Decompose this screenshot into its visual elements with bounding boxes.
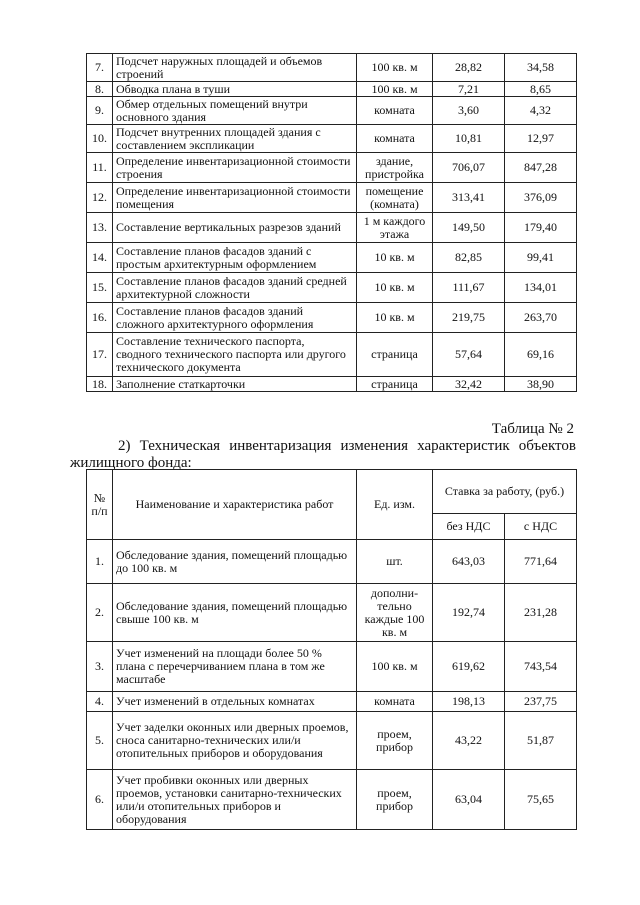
rate-no-vat: 619,62 <box>433 642 505 692</box>
unit: 100 кв. м <box>357 642 433 692</box>
rate-with-vat: 231,28 <box>505 584 577 642</box>
unit: 10 кв. м <box>357 303 433 333</box>
work-name: Обводка плана в туши <box>113 82 357 97</box>
unit: проем, прибор <box>357 770 433 830</box>
header-work-name: Наименование и характеристика работ <box>113 470 357 540</box>
row-number: 5. <box>87 712 113 770</box>
row-number: 15. <box>87 273 113 303</box>
table-row <box>87 125 577 153</box>
table-row <box>87 333 577 377</box>
row-number: 2. <box>87 584 113 642</box>
rate-no-vat: 219,75 <box>433 303 505 333</box>
work-name: Составление планов фасадов зданий средней архитектурной сложности <box>113 273 357 303</box>
work-name: Определение инвентаризационной стоимости строения <box>113 153 357 183</box>
table-row <box>87 153 577 183</box>
rate-with-vat: 34,58 <box>505 54 577 82</box>
unit: комната <box>357 97 433 125</box>
work-name: Обмер отдельных помещений внутри основного здания <box>113 97 357 125</box>
unit: помещение (комната) <box>357 183 433 213</box>
rate-with-vat: 847,28 <box>505 153 577 183</box>
section-heading: 2) Техническая инвентаризация изменения характеристик объектов жилищного фонда: <box>70 438 576 471</box>
rate-with-vat: 51,87 <box>505 712 577 770</box>
unit: комната <box>357 125 433 153</box>
rate-with-vat: 179,40 <box>505 213 577 243</box>
row-number: 12. <box>87 183 113 213</box>
rates-table-continued <box>86 53 577 392</box>
unit: 100 кв. м <box>357 82 433 97</box>
unit: страница <box>357 333 433 377</box>
table-row <box>87 712 577 770</box>
work-name: Учет изменений на площади более 50 % плана с перечерчиванием плана в том же масштабе <box>113 642 357 692</box>
table-row <box>87 273 577 303</box>
work-name: Определение инвентаризационной стоимости помещения <box>113 183 357 213</box>
rate-no-vat: 28,82 <box>433 54 505 82</box>
rate-no-vat: 10,81 <box>433 125 505 153</box>
table-row <box>87 54 577 82</box>
rate-no-vat: 706,07 <box>433 153 505 183</box>
rate-no-vat: 32,42 <box>433 377 505 392</box>
rate-with-vat: 99,41 <box>505 243 577 273</box>
rate-with-vat: 134,01 <box>505 273 577 303</box>
rate-no-vat: 111,67 <box>433 273 505 303</box>
row-number: 1. <box>87 540 113 584</box>
table-row <box>87 183 577 213</box>
table-header-row <box>87 470 577 514</box>
work-name: Подсчет наружных площадей и объемов строений <box>113 54 357 82</box>
table-row <box>87 642 577 692</box>
unit: 1 м каждого этажа <box>357 213 433 243</box>
row-number: 17. <box>87 333 113 377</box>
row-number: 9. <box>87 97 113 125</box>
work-name: Учет пробивки оконных или дверных проемов, установки санитарно-технических или/и отопительных приборов и оборудования <box>113 770 357 830</box>
rate-with-vat: 69,16 <box>505 333 577 377</box>
unit: 10 кв. м <box>357 243 433 273</box>
row-number: 7. <box>87 54 113 82</box>
header-number: № п/п <box>87 470 113 540</box>
row-number: 18. <box>87 377 113 392</box>
table-row <box>87 243 577 273</box>
work-name: Составление планов фасадов зданий сложного архитектурного оформления <box>113 303 357 333</box>
rate-no-vat: 43,22 <box>433 712 505 770</box>
rate-with-vat: 12,97 <box>505 125 577 153</box>
table-row <box>87 377 577 392</box>
rate-with-vat: 376,09 <box>505 183 577 213</box>
rate-with-vat: 743,54 <box>505 642 577 692</box>
rate-no-vat: 57,64 <box>433 333 505 377</box>
rate-with-vat: 38,90 <box>505 377 577 392</box>
table-row <box>87 97 577 125</box>
work-name: Заполнение статкарточки <box>113 377 357 392</box>
rate-no-vat: 192,74 <box>433 584 505 642</box>
row-number: 13. <box>87 213 113 243</box>
rate-no-vat: 3,60 <box>433 97 505 125</box>
header-no-vat: без НДС <box>433 514 505 540</box>
unit: комната <box>357 692 433 712</box>
row-number: 11. <box>87 153 113 183</box>
rate-no-vat: 63,04 <box>433 770 505 830</box>
unit: страница <box>357 377 433 392</box>
rate-with-vat: 8,65 <box>505 82 577 97</box>
unit: проем, прибор <box>357 712 433 770</box>
row-number: 8. <box>87 82 113 97</box>
table-row <box>87 82 577 97</box>
table-row <box>87 770 577 830</box>
rate-with-vat: 4,32 <box>505 97 577 125</box>
table-row <box>87 584 577 642</box>
table-row <box>87 213 577 243</box>
row-number: 6. <box>87 770 113 830</box>
table-row <box>87 692 577 712</box>
unit: дополни-тельно каждые 100 кв. м <box>357 584 433 642</box>
unit: 10 кв. м <box>357 273 433 303</box>
work-name: Обследование здания, помещений площадью до 100 кв. м <box>113 540 357 584</box>
rate-with-vat: 237,75 <box>505 692 577 712</box>
table-row <box>87 540 577 584</box>
rate-no-vat: 7,21 <box>433 82 505 97</box>
rate-with-vat: 771,64 <box>505 540 577 584</box>
work-name: Учет изменений в отдельных комнатах <box>113 692 357 712</box>
rate-no-vat: 643,03 <box>433 540 505 584</box>
table-number-label: Таблица № 2 <box>491 421 574 437</box>
unit: шт. <box>357 540 433 584</box>
row-number: 3. <box>87 642 113 692</box>
row-number: 10. <box>87 125 113 153</box>
unit: здание, пристройка <box>357 153 433 183</box>
rates-table-2 <box>86 469 577 830</box>
work-name: Подсчет внутренних площадей здания с составлением экспликации <box>113 125 357 153</box>
work-name: Обследование здания, помещений площадью свыше 100 кв. м <box>113 584 357 642</box>
work-name: Составление технического паспорта, сводного технического паспорта или другого технического документа <box>113 333 357 377</box>
rate-no-vat: 313,41 <box>433 183 505 213</box>
work-name: Составление планов фасадов зданий с простым архитектурным оформлением <box>113 243 357 273</box>
rate-with-vat: 75,65 <box>505 770 577 830</box>
row-number: 16. <box>87 303 113 333</box>
rate-no-vat: 149,50 <box>433 213 505 243</box>
header-with-vat: с НДС <box>505 514 577 540</box>
rate-with-vat: 263,70 <box>505 303 577 333</box>
header-rate: Ставка за работу, (руб.) <box>433 470 577 514</box>
work-name: Учет заделки оконных или дверных проемов, сноса санитарно-технических или/и отопительных приборов и оборудования <box>113 712 357 770</box>
row-number: 14. <box>87 243 113 273</box>
table-row <box>87 303 577 333</box>
row-number: 4. <box>87 692 113 712</box>
rate-no-vat: 198,13 <box>433 692 505 712</box>
unit: 100 кв. м <box>357 54 433 82</box>
header-unit: Ед. изм. <box>357 470 433 540</box>
work-name: Составление вертикальных разрезов зданий <box>113 213 357 243</box>
rate-no-vat: 82,85 <box>433 243 505 273</box>
